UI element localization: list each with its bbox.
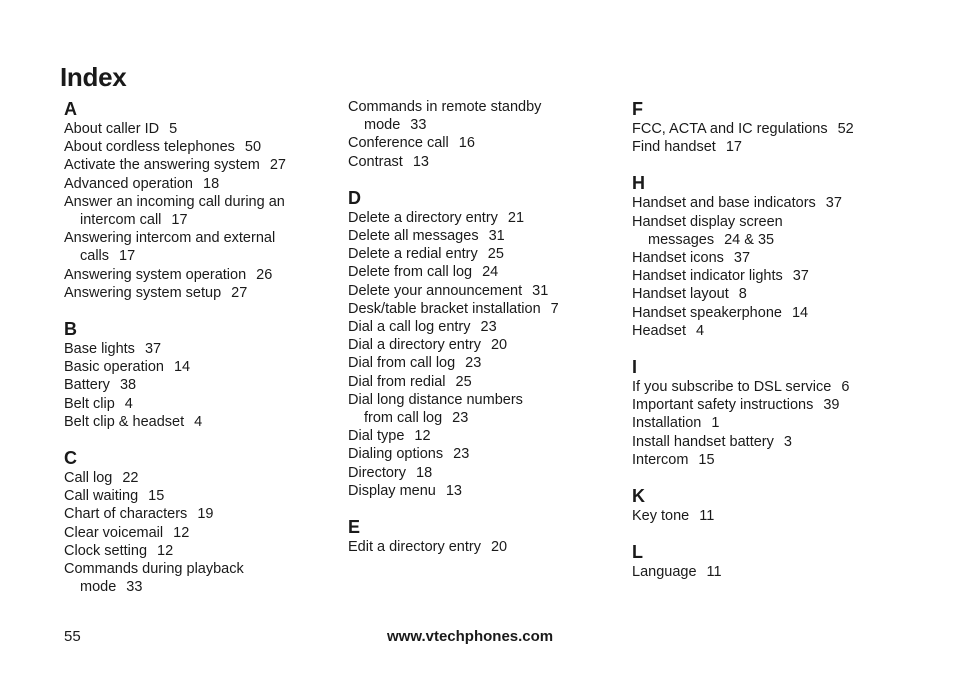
entry-text: Handset speakerphone [632, 304, 782, 321]
entry-text: Headset [632, 322, 687, 339]
index-entry [632, 396, 892, 414]
entry-text: Advanced operation [64, 175, 193, 192]
index-entry [64, 156, 334, 174]
index-column-2 [348, 98, 598, 572]
entry-page-number: 5 [169, 121, 178, 137]
entry-page-number: 37 [733, 250, 751, 267]
entry-page-number: 18 [203, 175, 220, 192]
index-section [348, 516, 598, 556]
index-entry [348, 354, 598, 372]
entry-text: Installation [632, 415, 702, 432]
entry-continuation-text: calls [80, 248, 110, 265]
entry-page-number: 11 [706, 564, 722, 581]
entry-page-number: 39 [823, 397, 840, 414]
entry-text: If you subscribe to DSL service [632, 379, 832, 396]
entry-page-number: 50 [244, 139, 262, 156]
index-entry [632, 322, 892, 340]
entry-text: Answering system operation [64, 266, 247, 283]
index-section [64, 98, 334, 302]
entry-text: Dial type [348, 428, 405, 445]
entry-text: Language [632, 564, 697, 581]
entry-text: Handset and base indicators [632, 195, 816, 212]
index-section [348, 187, 598, 500]
section-letter: C [64, 448, 77, 469]
index-entry [348, 538, 598, 556]
entry-text: Display menu [348, 482, 436, 499]
entry-text: Basic operation [64, 359, 164, 376]
entry-text: Delete from call log [348, 264, 473, 281]
entry-text: Call waiting [64, 488, 139, 505]
entry-page-number: 15 [698, 451, 715, 468]
index-entry [632, 249, 892, 267]
entry-text: Belt clip & headset [64, 413, 185, 430]
index-entry [632, 378, 892, 396]
entry-text: Find handset [632, 139, 716, 156]
index-entry [348, 373, 598, 391]
entry-text: Commands in remote standby [348, 99, 542, 115]
page-number: 55 [64, 628, 81, 645]
entry-page-number: 16 [458, 135, 475, 152]
entry-page-number: 38 [119, 377, 137, 394]
entry-text: About cordless telephones [64, 139, 235, 156]
entry-page-number: 24 & 35 [724, 231, 775, 248]
index-section [64, 447, 334, 596]
entry-continuation [632, 231, 892, 249]
entry-text: Handset icons [632, 250, 724, 267]
entry-continuation [64, 578, 334, 596]
index-entry [64, 229, 334, 265]
entry-text: Commands during playback [64, 561, 244, 578]
entry-text: Chart of characters [64, 506, 188, 523]
entry-text: Clear voicemail [64, 524, 164, 541]
entry-page-number: 25 [455, 373, 472, 390]
section-letter: A [64, 99, 77, 119]
entry-page-number: 13 [412, 153, 429, 170]
section-letter: K [632, 486, 645, 507]
entry-page-number: 33 [410, 117, 427, 134]
entry-text: Desk/table bracket installation [348, 300, 541, 317]
entry-text: Belt clip [64, 395, 115, 412]
index-entry [632, 267, 892, 285]
entry-continuation [64, 211, 334, 229]
index-entry [348, 391, 598, 427]
entry-text: Contrast [348, 153, 403, 170]
entry-page-number: 1 [711, 415, 720, 432]
entry-text: Answering system setup [64, 284, 222, 301]
entry-text: Clock setting [64, 542, 148, 559]
index-column-3 [632, 98, 892, 597]
entry-page-number: 27 [231, 284, 248, 301]
entry-text: About caller ID [64, 121, 160, 137]
index-entry [64, 340, 334, 358]
index-entry [64, 120, 334, 138]
section-letter: I [632, 357, 638, 378]
entry-page-number: 14 [791, 304, 809, 321]
index-entry [64, 524, 334, 542]
index-entry [64, 193, 334, 229]
section-letter: E [348, 517, 361, 538]
index-entry [64, 376, 334, 394]
entry-page-number: 15 [148, 488, 165, 505]
section-letter: L [632, 542, 643, 563]
section-letter: B [64, 319, 77, 340]
entry-text: Dial long distance numbers [348, 391, 523, 408]
index-entry [348, 318, 598, 336]
section-letter: H [632, 173, 645, 194]
entry-page-number: 3 [783, 433, 792, 450]
entry-text: Handset indicator lights [632, 268, 783, 285]
index-entry [348, 482, 598, 500]
entry-page-number: 33 [126, 579, 143, 596]
index-entry [348, 300, 598, 318]
entry-continuation-text: intercom call [80, 212, 162, 229]
entry-page-number: 12 [414, 428, 431, 445]
entry-text: Activate the answering system [64, 157, 260, 174]
entry-page-number: 7 [550, 300, 559, 317]
entry-page-number: 21 [507, 209, 525, 226]
entry-text: Delete a directory entry [348, 209, 498, 226]
entry-text: Handset display screen [632, 213, 783, 230]
entry-text: Dial from redial [348, 373, 446, 390]
index-entry [348, 427, 598, 445]
entry-page-number: 4 [696, 322, 705, 339]
entry-text: Base lights [64, 341, 135, 358]
entry-page-number: 11 [699, 508, 715, 525]
index-section [348, 98, 598, 171]
entry-text: Edit a directory entry [348, 539, 481, 556]
index-entry [64, 138, 334, 156]
index-section [632, 172, 892, 340]
entry-text: Answer an incoming call during an [64, 193, 285, 210]
entry-text: Directory [348, 464, 407, 481]
index-entry [348, 134, 598, 152]
entry-continuation-text: messages [648, 231, 715, 248]
index-entry [348, 98, 598, 134]
index-entry [64, 542, 334, 560]
index-entry [348, 445, 598, 463]
entry-text: Delete all messages [348, 228, 479, 245]
page-title: Index [60, 62, 127, 92]
index-entry [348, 282, 598, 300]
index-entry [64, 505, 334, 523]
entry-text: FCC, ACTA and IC regulations [632, 121, 828, 137]
index-entry [348, 464, 598, 482]
entry-continuation [348, 409, 598, 427]
entry-page-number: 17 [171, 212, 188, 229]
entry-page-number: 37 [144, 341, 162, 358]
entry-text: Answering intercom and external [64, 230, 276, 247]
entry-page-number: 23 [452, 410, 469, 427]
entry-text: Dial from call log [348, 355, 456, 372]
entry-page-number: 23 [480, 319, 497, 336]
index-entry [64, 175, 334, 193]
entry-page-number: 25 [487, 246, 504, 263]
index-entry [632, 120, 892, 138]
entry-text: Delete your announcement [348, 282, 523, 299]
entry-page-number: 18 [416, 464, 433, 481]
index-column-1 [64, 98, 334, 612]
index-entry [64, 284, 334, 302]
entry-page-number: 24 [482, 264, 499, 281]
index-section [632, 356, 892, 469]
entry-text: Handset layout [632, 286, 729, 303]
index-entry [632, 194, 892, 212]
entry-text: Dial a directory entry [348, 337, 481, 354]
index-entry [632, 563, 892, 581]
entry-text: Dial a call log entry [348, 319, 471, 336]
entry-page-number: 20 [490, 539, 508, 556]
index-entry [64, 560, 334, 596]
section-letter: D [348, 187, 361, 208]
entry-page-number: 14 [173, 359, 191, 376]
entry-text: Key tone [632, 508, 690, 525]
entry-text: Dialing options [348, 446, 444, 463]
entry-page-number: 17 [119, 248, 136, 265]
entry-continuation [348, 116, 598, 134]
index-entry [348, 263, 598, 281]
entry-page-number: 4 [194, 413, 203, 430]
index-section [632, 485, 892, 525]
entry-page-number: 13 [445, 482, 462, 499]
entry-page-number: 4 [124, 395, 133, 412]
index-entry [64, 487, 334, 505]
index-entry [632, 213, 892, 249]
entry-continuation-text: mode [364, 117, 401, 134]
section-letter: F [632, 99, 643, 119]
entry-continuation [64, 247, 334, 265]
index-entry [632, 414, 892, 432]
index-entry [348, 227, 598, 245]
index-entry [348, 209, 598, 227]
footer-url: www.vtechphones.com [387, 628, 554, 645]
index-entry [64, 266, 334, 284]
entry-page-number: 52 [837, 121, 854, 137]
entry-page-number: 27 [269, 157, 286, 174]
entry-page-number: 26 [256, 266, 273, 283]
index-section [632, 98, 892, 156]
index-entry [632, 507, 892, 525]
entry-text: Intercom [632, 451, 689, 468]
entry-page-number: 37 [792, 268, 809, 285]
entry-page-number: 37 [825, 195, 842, 212]
entry-page-number: 20 [490, 337, 508, 354]
index-entry [64, 469, 334, 487]
entry-text: Install handset battery [632, 433, 774, 450]
entry-page-number: 12 [157, 542, 174, 559]
entry-page-number: 31 [488, 228, 505, 245]
index-entry [64, 413, 334, 431]
index-entry [632, 433, 892, 451]
entry-page-number: 6 [841, 379, 850, 396]
index-entry [632, 451, 892, 469]
index-section [64, 318, 334, 431]
index-entry [348, 245, 598, 263]
entry-text: Call log [64, 470, 113, 487]
entry-page-number: 23 [465, 355, 482, 372]
entry-page-number: 19 [197, 506, 214, 523]
entry-page-number: 17 [725, 139, 742, 156]
index-entry [632, 138, 892, 156]
index-entry [632, 304, 892, 322]
entry-text: Delete a redial entry [348, 246, 478, 263]
index-section [632, 541, 892, 581]
entry-text: Important safety instructions [632, 397, 814, 414]
entry-continuation-text: from call log [364, 410, 443, 427]
index-entry [348, 153, 598, 171]
index-entry [64, 395, 334, 413]
index-entry [64, 358, 334, 376]
index-entry [348, 336, 598, 354]
entry-text: Battery [64, 377, 110, 394]
entry-page-number: 22 [122, 470, 139, 487]
entry-continuation-text: mode [80, 579, 117, 596]
entry-page-number: 12 [173, 524, 190, 541]
index-entry [632, 285, 892, 303]
entry-text: Conference call [348, 135, 449, 152]
entry-page-number: 31 [532, 282, 549, 299]
entry-page-number: 23 [453, 446, 470, 463]
entry-page-number: 8 [738, 286, 747, 303]
